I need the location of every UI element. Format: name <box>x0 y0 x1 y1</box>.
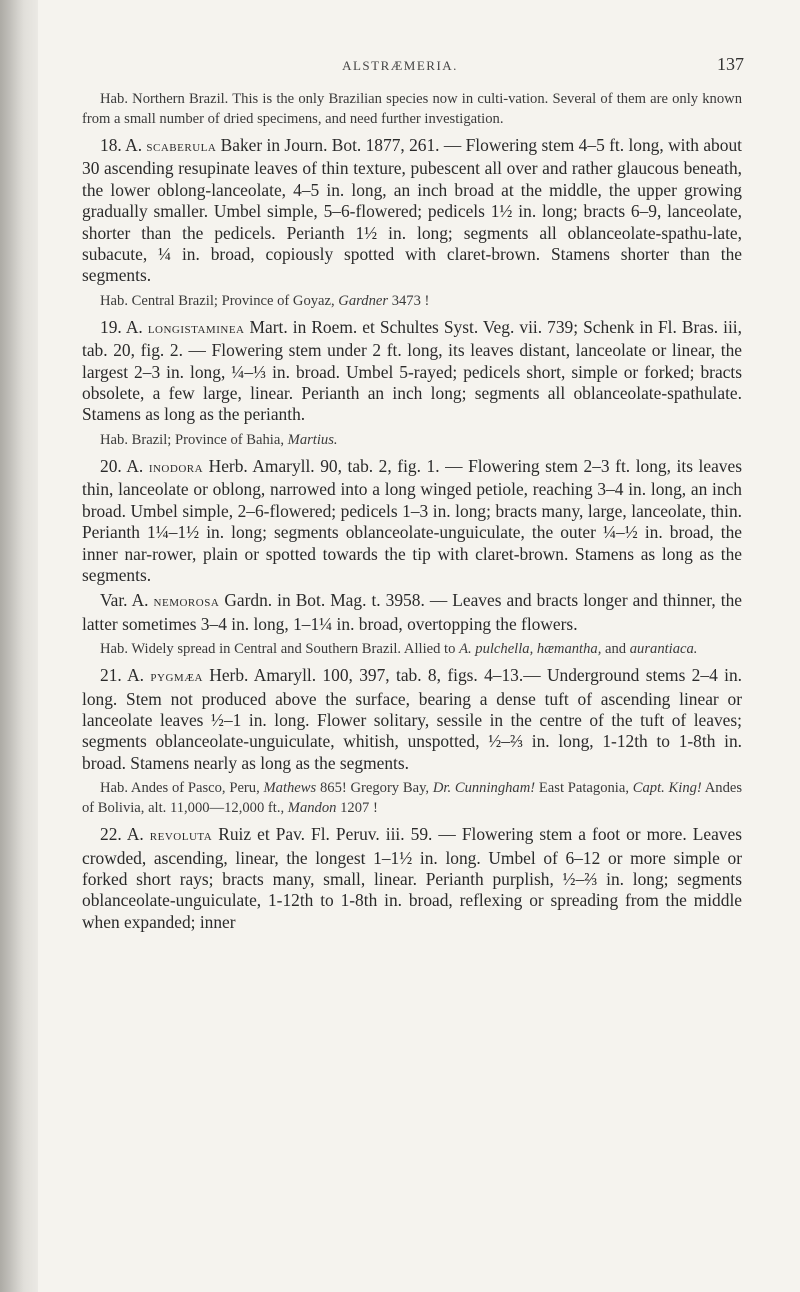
collector-name: Dr. Cunningham! <box>432 780 536 797</box>
habitat-intro: Hab. Northern Brazil. This is the only Brazilian species now in culti-vation. Several of them are only known from a small number of dried specimens, and need further investigation. <box>82 91 742 127</box>
species-name: longistaminea <box>147 320 245 337</box>
species-name: pygmæa <box>150 669 203 686</box>
collector-name: Gardner <box>338 292 389 309</box>
species-description: Baker in Journ. Bot. 1877, 261. — Flowering stem 4–5 ft. long, with about 30 ascending resupinate leaves of thin texture, pubescent all over and rather glaucous beneath, the lower oblong-lanceolate, 4–5 in. long, an inch broad at the middle, the upper growing gradually smaller. Umbel simple, 5–6-flowered; pedicels 1½ in. long; bracts 6–9, lanceolate, shorter than the pedicels. Perianth 1½ in. long; segments all oblanceolate-spathu-late, subacute, ¼ in. broad, copiously spotted with claret-brown. Stamens shorter than the segments. <box>82 135 742 286</box>
habitat-text: Hab. Central Brazil; Province of Goyaz, <box>100 292 335 309</box>
habitat-text: East Patagonia, <box>538 780 629 797</box>
running-head: ALSTRÆMERIA. <box>342 58 458 73</box>
habitat-text: Hab. Andes of Pasco, Peru, <box>100 780 260 797</box>
habitat-text: Hab. Widely spread in Central and Southern Brazil. Allied to <box>100 641 456 658</box>
species-18 <box>82 135 742 287</box>
species-19 <box>82 317 742 426</box>
allied-species: A. pulchella, <box>459 641 534 658</box>
habitat-text: Andes of Bolivia, alt. 11,000—12,000 ft., <box>82 780 743 817</box>
habitat-text: 865! Gregory Bay, <box>319 780 430 797</box>
variety-description: Gardn. in Bot. Mag. t. 3958. — Leaves and bracts longer and thinner, the latter sometimes 3–4 in. long, 1–1¼ in. broad, overtopping the flowers. <box>82 590 742 634</box>
variety-label: Var. A. <box>100 590 149 611</box>
species-number: 18. A. <box>100 135 143 155</box>
collector-name: Mandon <box>287 800 337 817</box>
binding-shadow <box>0 0 24 1292</box>
species-description: Herb. Amaryll. 100, 397, tab. 8, figs. 4–13.— Underground stems 2–4 in. long. Stem not produced above the surface, bearing a dense tuft of ascending linear or lanceolate leaves ½–1 in. long. Flower solitary, sessile in the centre of the tuft of leaves; segments oblanceolate-unguiculate, whitish, unspotted, ½–⅔ in. long, 1-12th to 1-8th in. broad. Stamens nearly as long as the segments. <box>82 665 742 773</box>
species-name: scaberula <box>146 139 217 155</box>
species-name: inodora <box>148 459 204 476</box>
variety-name: nemorosa <box>153 594 220 611</box>
habitat-text: Hab. Brazil; Province of Bahia, <box>100 431 284 448</box>
allied-species: aurantiaca. <box>629 641 698 658</box>
specimen-number: 3473 ! <box>391 292 430 309</box>
species-description: Mart. in Roem. et Schultes Syst. Veg. vii. 739; Schenk in Fl. Bras. iii, tab. 20, fig. 2. — Flowering stem under 2 ft. long, its leaves distant, lanceolate or linear, the largest 2–3 in. long, ¼–⅓ in. broad. Umbel 5-rayed; pedicels short, simple or forked; bracts obsolete, a few large, linear. Perianth an inch long; segments all oblanceolate-spathulate. Stamens as long as the perianth. <box>82 316 742 425</box>
species-number: 19. A. <box>100 316 143 337</box>
habitat-19 <box>82 430 742 450</box>
species-description: Ruiz et Pav. Fl. Peruv. iii. 59. — Flowering stem a foot or more. Leaves crowded, ascending, linear, the longest 1–1½ in. long. Umbel of 6–12 or more simple or forked short rays; bracts many, small, linear. Perianth purplish, ½–⅔ in. long; segments oblanceolate-unguiculate, 1-12th to 1-8th in. broad, reflexing or spreading from the middle when expanded; inner <box>82 824 742 932</box>
species-number: 21. A. <box>100 665 145 686</box>
conjunction: and <box>605 641 627 658</box>
species-name: revoluta <box>149 828 213 845</box>
page-content <box>82 89 742 937</box>
habitat-21 <box>82 778 742 818</box>
species-description: Herb. Amaryll. 90, tab. 2, fig. 1. — Flowering stem 2–3 ft. long, its leaves thin, lanceolate or oblong, narrowed into a long winged petiole, reaching 3–4 in. long, an inch broad. Umbel simple, 2–6-flowered; pedicels 1–3 in. long; bracts many, large, lanceolate, thin. Perianth 1¼–1½ in. long; segments oblanceolate-unguiculate, the outer ¼–½ in. broad, the inner nar-rower, plain or spotted towards the tip with claret-brown. Stamens as long as the segments. <box>82 455 742 585</box>
habitat-20 <box>82 639 742 659</box>
species-22 <box>82 824 742 933</box>
species-number: 22. A. <box>100 824 144 845</box>
species-number: 20. A. <box>100 455 144 476</box>
collector-name: Mathews <box>263 780 317 797</box>
collector-name: Capt. King! <box>632 780 702 797</box>
collector-name: Martius. <box>287 431 338 448</box>
page-number: 137 <box>717 54 744 74</box>
allied-species: hæmantha, <box>536 641 602 658</box>
variety-nemorosa <box>82 590 742 635</box>
species-20 <box>82 456 742 586</box>
species-21 <box>82 665 742 774</box>
habitat-18 <box>82 291 742 311</box>
specimen-number: 1207 ! <box>340 800 378 817</box>
